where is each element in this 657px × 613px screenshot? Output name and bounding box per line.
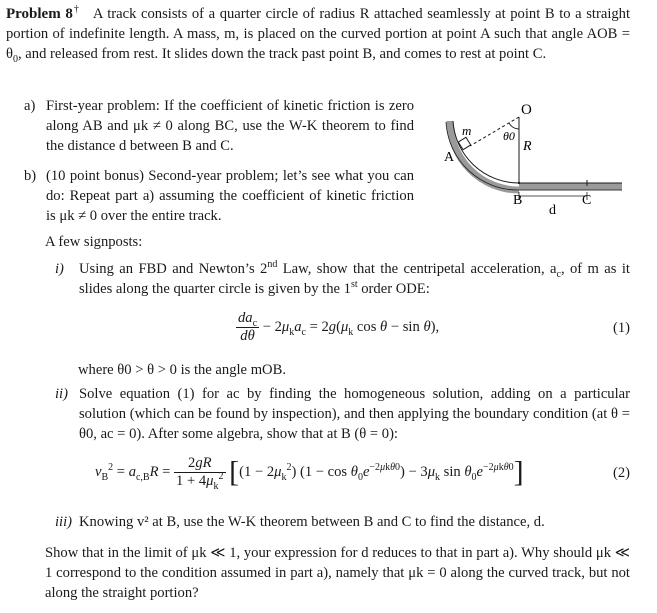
part-a xyxy=(24,96,414,156)
where-text: where θ0 > θ > 0 is the angle mOB. xyxy=(78,362,286,378)
label-d: d xyxy=(549,203,556,218)
signpost-ii-text: Solve equation (1) for ac by finding the homogeneous solution, adding on a particular solution (which can be found by inspection), and then applying the boundary condition (at θ = θ0, ac = 0). After some algebra, show that at B (θ = 0): xyxy=(79,386,630,442)
problem-title: Problem 8 xyxy=(6,6,73,22)
signpost-iii-text: Knowing v² at B, use the W-K theorem between B and C to find the distance, d. xyxy=(79,514,545,530)
label-B: B xyxy=(513,193,523,208)
signpost-ii xyxy=(55,384,630,444)
signpost-ii-label: ii) xyxy=(55,386,68,402)
signposts-heading: A few signposts: xyxy=(45,234,143,250)
equation-1-number: (1) xyxy=(612,320,630,336)
signpost-i xyxy=(55,259,630,299)
track-diagram xyxy=(440,94,640,234)
intro-text: A track consists of a quarter circle of radius R attached seamlessly at point B to a straight portion of indefinite length. A mass, m, is placed on the curved portion at point A such that angle AOB = θ xyxy=(6,6,631,62)
part-b-text: (10 point bonus) Second-year problem; let’s see what you can do: Repeat part a) assuming the coefficient of kinetic friction is μk ≠ 0 over the entire track. xyxy=(46,168,414,224)
part-b xyxy=(24,166,414,226)
label-A: A xyxy=(444,150,455,165)
label-C: C xyxy=(582,193,592,208)
label-R: R xyxy=(523,139,532,154)
dagger-mark: † xyxy=(72,4,80,16)
problem-intro: Problem 8† A track consists of a quarter circle of radius R attached seamlessly at point B to a straight portion of indefinite length. A mass, m, is placed on the curved portion at point A such that angle AOB = $\theta_0$, and released from rest. It slides down the track past point B, and comes to rest at point C. xyxy=(6,4,631,65)
label-O: O xyxy=(521,102,532,118)
signpost-i-label: i) xyxy=(55,261,64,277)
signpost-iii-label: iii) xyxy=(55,514,73,530)
equation-1: $\frac{da_c}{d\theta}$ − $2\mu_ka_c = 2g(\mu_k$ cos θ − sin θ), (1) xyxy=(238,310,630,344)
final-question: Show that in the limit of μk ≪ 1, your expression for d reduces to that in part a). Why should μk ≪ 1 correspond to the condition assumed in part a), namely that μk = 0 along the curved track, but not along the straight portion? xyxy=(45,545,630,601)
label-m: m xyxy=(462,123,472,138)
equation-2-number: (2) xyxy=(612,465,630,481)
equation-2: $v_B^2 = a_{c,B}R$ = $\frac{2gR}{1 + 4\mu_k^2}$ [$(1 - 2\mu_k^2)$ $(1 - \cos \theta_0e^{-2\mu k\theta 0}) - 3\mu_k$ $\sin \theta_0e^{-2\mu k\theta 0}$] (2) xyxy=(95,455,630,492)
part-b-label: b) xyxy=(24,168,37,184)
label-theta: θ0 xyxy=(503,129,515,143)
signpost-i-text: Using an FBD and Newton’s 2nd Law, show that the centripetal acceleration, $a_c$, of m as it slides along the quarter circle is given by the 1st order ODE: xyxy=(79,259,630,297)
signpost-iii xyxy=(55,512,630,532)
intro-text-end: , and released from rest. It slides down the track past point B, and comes to rest at point C. xyxy=(18,46,547,62)
part-a-text: First-year problem: If the coefficient of kinetic friction is zero along AB and μk ≠ 0 along BC, use the W-K theorem to find the distance d between B and C. xyxy=(46,98,414,154)
part-a-label: a) xyxy=(24,98,36,114)
